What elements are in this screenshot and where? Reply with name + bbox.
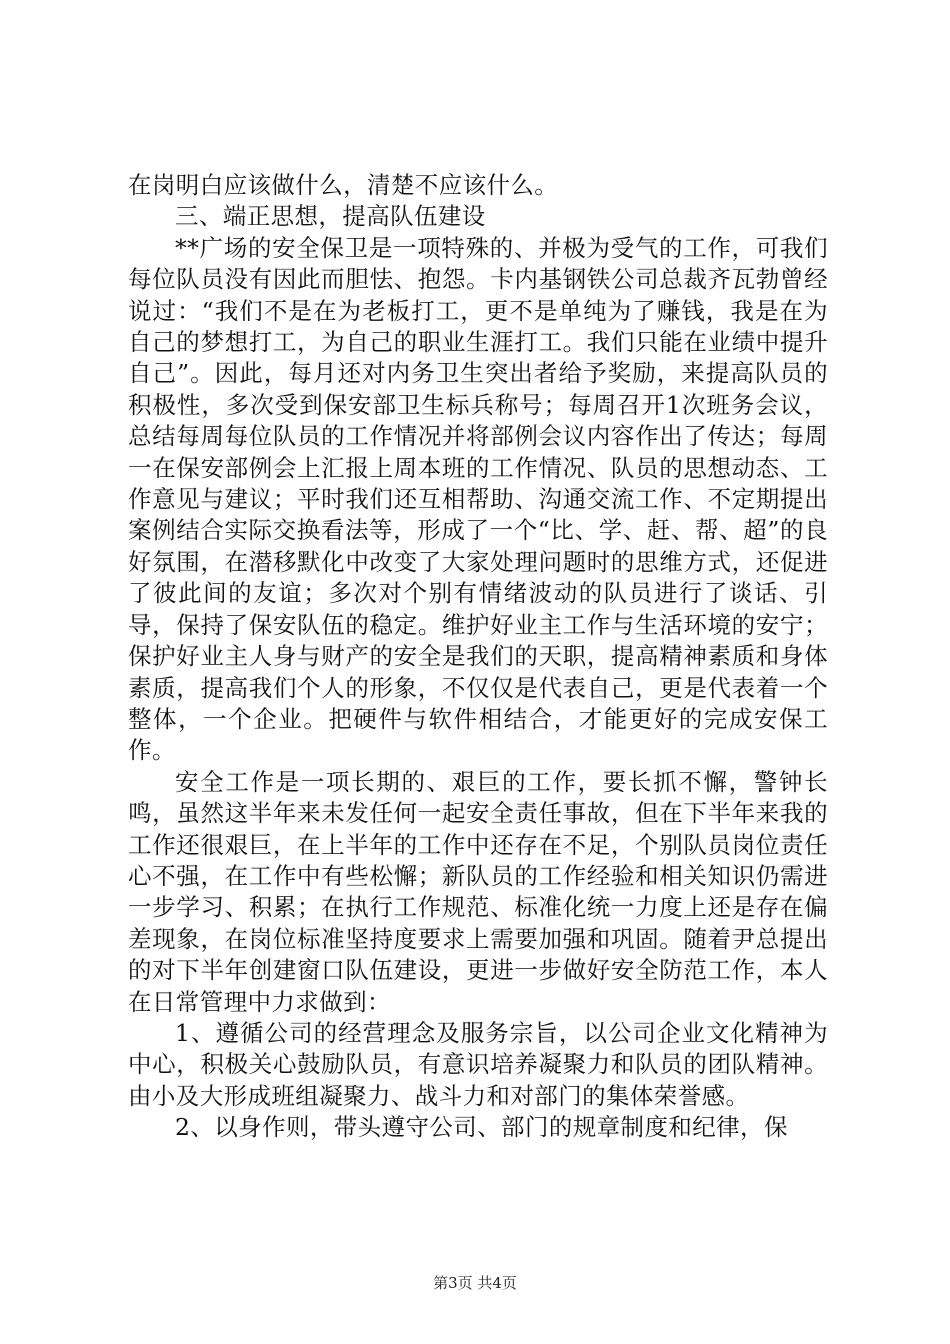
- list-item-1: 1、遵循公司的经营理念及服务宗旨，以公司企业文化精神为中心，积极关心鼓励队员，有意识培养凝聚力和队员的团队精神。由小及大形成班组凝聚力、战斗力和对部门的集体荣誉感。: [128, 1018, 828, 1110]
- document-body: [128, 170, 828, 1144]
- list-item-2: 2、以身作则，带头遵守公司、部门的规章制度和纪律，保: [175, 1113, 788, 1142]
- section-heading: 三、端正思想，提高队伍建设: [175, 202, 486, 231]
- paragraph-4: 安全工作是一项长期的、艰巨的工作，要长抓不懈，警钟长鸣，虽然这半年来未发任何一起安全责任事故，但在下半年来我的工作还很艰巨，在上半年的工作中还存在不足，个别队员岗位责任心不强，在工作中有些松懈；新队员的工作经验和相关知识仍需进一步学习、积累；在执行工作规范、标准化统一力度上还是存在偏差现象，在岗位标准坚持度要求上需要加强和巩固。随着尹总提出的对下半年创建窗口队伍建设，更进一步做好安全防范工作，本人在日常管理中力求做到：: [128, 767, 828, 1016]
- page-footer: 第3页 共4页: [433, 1274, 517, 1292]
- paragraph-3: **广场的安全保卫是一项特殊的、并极为受气的工作，可我们每位队员没有因此而胆怯、抱怨。卡内基钢铁公司总裁齐瓦勃曾经说过：“我们不是在为老板打工，更不是单纯为了赚钱，我是在为自己的梦想打工，为自己的职业生涯打工。我们只能在业绩中提升自己”。因此，每月还对内务卫生突出者给予奖励，来提高队员的积极性，多次受到保安部卫生标兵称号；每周召开1次班务会议，总结每周每位队员的工作情况并将部例会议内容作出了传达；每周一在保安部例会上汇报上周本班的工作情况、队员的思想动态、工作意见与建议；平时我们还互相帮助、沟通交流工作、不定期提出案例结合实际交换看法等，形成了一个“比、学、赶、帮、超”的良好氛围，在潜移默化中改变了大家处理问题时的思维方式，还促进了彼此间的友谊；多次对个别有情绪波动的队员进行了谈话、引导，保持了保安队伍的稳定。维护好业主工作与生活环境的安宁；保护好业主人身与财产的安全是我们的天职，提高精神素质和身体素质，提高我们个人的形象，不仅仅是代表自己，更是代表着一个整体，一个企业。把硬件与软件相结合，才能更好的完成安保工作。: [128, 233, 828, 765]
- paragraph-1: 在岗明白应该做什么，清楚不应该什么。: [128, 171, 559, 199]
